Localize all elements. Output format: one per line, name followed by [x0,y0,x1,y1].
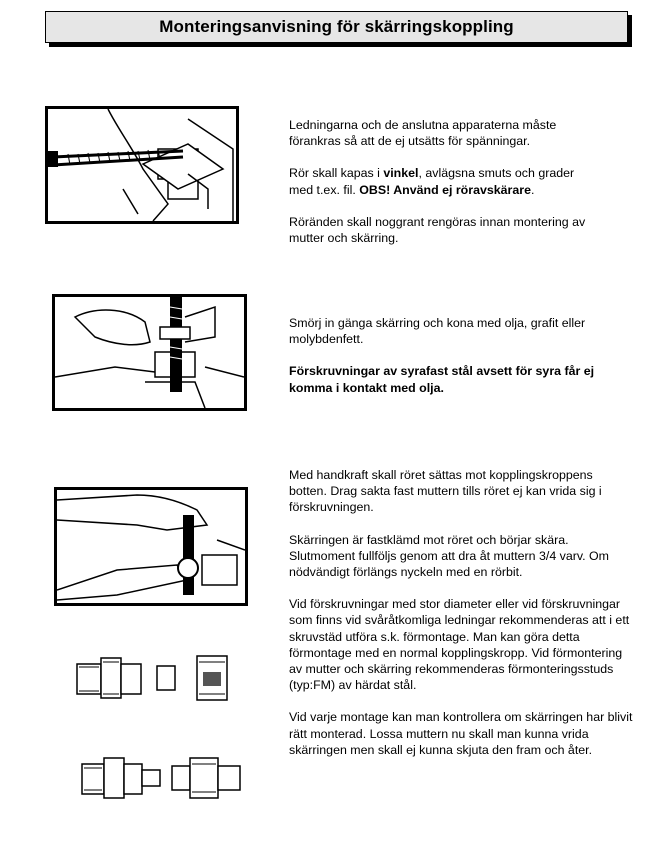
pipe-cutting-drawing [48,109,236,221]
section-3-p4: Vid varje montage kan man kontrollera om skärringen har blivit rätt monterad. Lossa muttern nu skall man kunna vrida skärringen men skall ej kunna skjuta den fram och åter. [289,710,633,757]
assembled-fitting-drawing [80,750,245,805]
section-2-p2: Förskruvningar av syrafast stål avsett för syra får ej komma i kontakt med olja. [289,364,595,395]
text-run: , avlägsna smuts och grader med t.ex. fil. [289,166,575,197]
section-1-text [289,117,589,246]
section-2-p1: Smörj in gänga skärring och kona med olja, grafit eller molybdenfett. [289,316,586,347]
page-title: Monteringsanvisning för skärringskoppling [159,17,514,36]
pipe-cutting-illustration [45,106,239,224]
tightening-illustration [54,487,248,606]
section-3-p3: Vid förskruvningar med stor diameter eller vid förskruvningar som finns vid svåråtkomliga ledningar rekommenderas att i ett skruvstäd utföra s.k. förmontage. Man kan göra detta förmontage med en normal kopplingskropp. Vid förmontering av mutter och skärring rekommenderas förmonteringsstuds (typ:FM) av härdat stål. [289,597,630,693]
section-2-text [289,315,599,396]
fitting-parts-drawing [75,652,235,704]
lubrication-drawing [55,297,244,408]
section-3-p1: Med handkraft skall röret sättas mot kopplingskroppens botten. Drag sakta fast muttern tills röret ej kan vrida sig i förskruvningen. [289,468,602,515]
lubrication-illustration [52,294,247,411]
text-run: Rör skall kapas i [289,166,384,181]
section-3-p2: Skärringen är fastklämd mot röret och börjar skära. Slutmoment fullföljs genom att dra åt muttern 3/4 varv. Om nödvändigt förlängs nyckeln med en rörbit. [289,532,609,580]
text-run: . [530,182,535,197]
fitting-components-illustration [75,652,235,704]
section-1-p2 [289,165,589,197]
section-1-p3: Röränden skall noggrant rengöras innan montering av mutter och skärring. [289,214,586,246]
title-box [45,11,628,43]
section-3-text [289,467,634,758]
bold-run: vinkel [383,166,419,181]
assembled-fitting-illustration [80,750,245,805]
section-1-p1: Ledningarna och de anslutna apparaterna måste förankras så att de ej utsätts för spänningar. [289,118,557,149]
tightening-drawing [57,490,245,603]
bold-run: OBS! Använd ej röravskärare [359,182,531,197]
